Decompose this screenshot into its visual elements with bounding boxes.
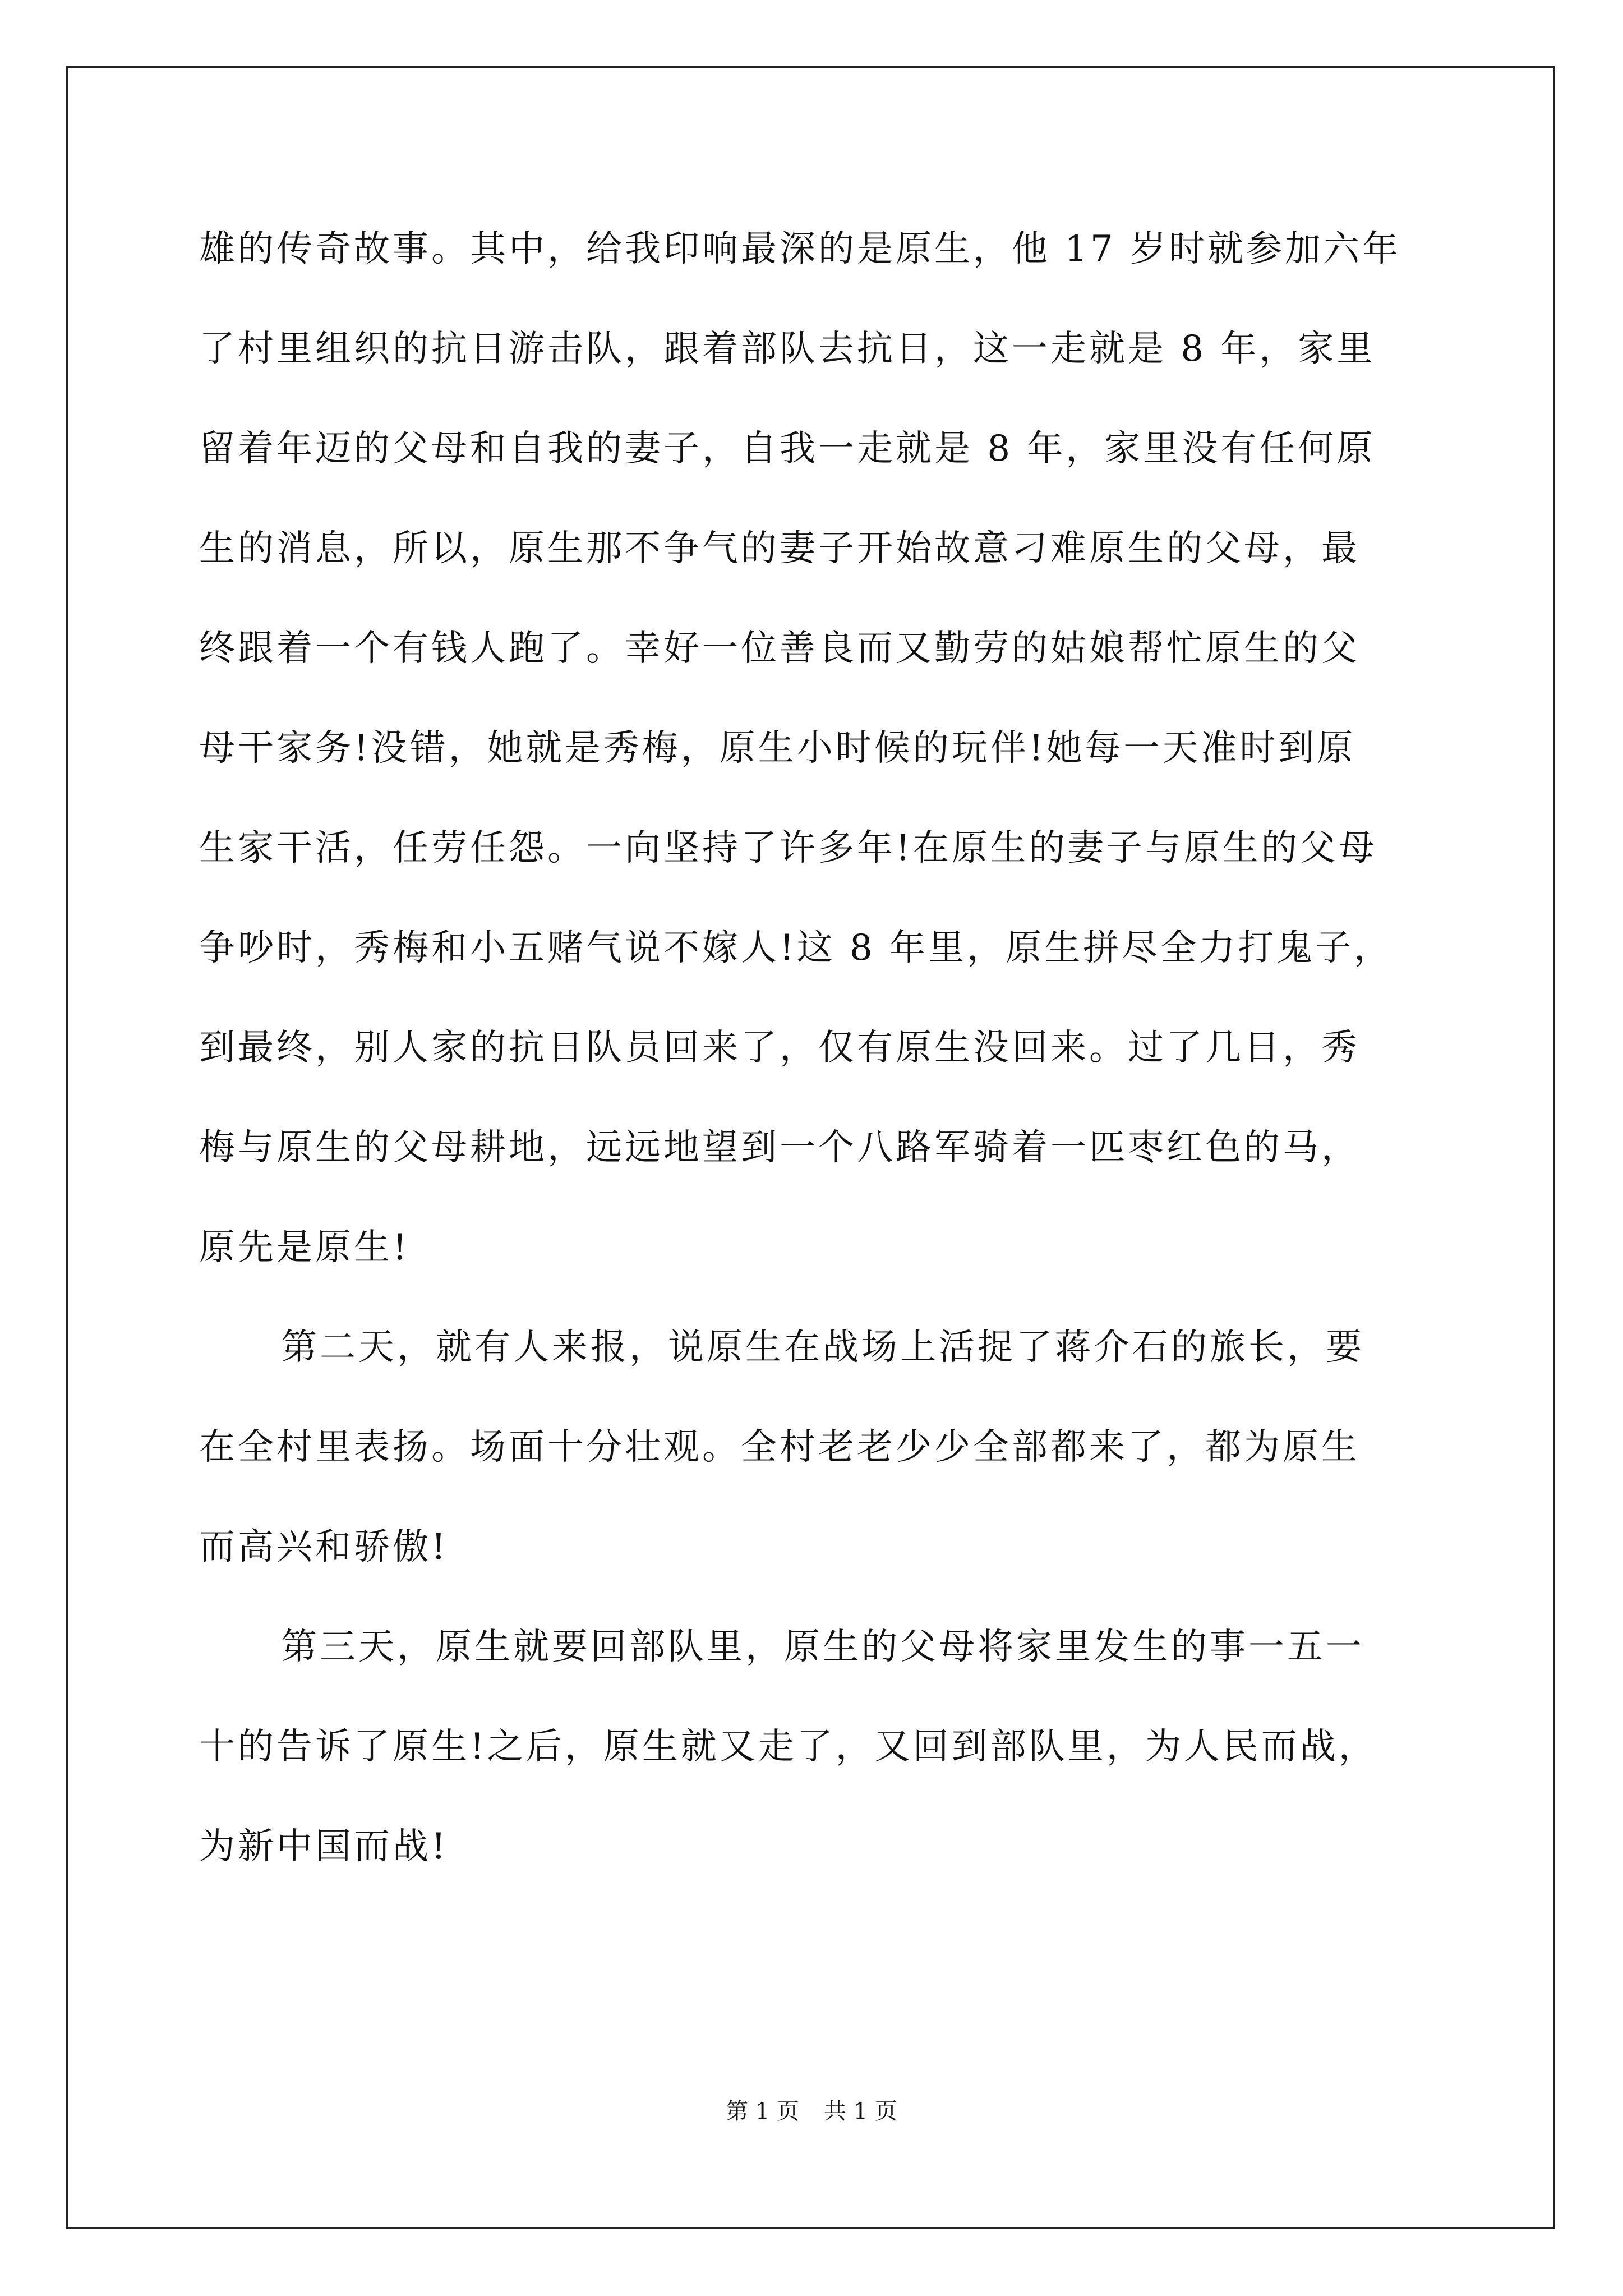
text-line: 梅与原生的父母耕地，远远地望到一个八路军骑着一匹枣红色的马，	[199, 1127, 1360, 1168]
text-line: 了村里组织的抗日游击队，跟着部队去抗日，这一走就是 8 年，家里	[199, 328, 1376, 370]
paragraph-start-line: 第二天，就有人来报，说原生在战场上活捉了蒋介石的旅长，要	[281, 1327, 1364, 1368]
text-line: 争吵时，秀梅和小五赌气说不嫁人!这 8 年里，原生拼尽全力打鬼子，	[199, 927, 1393, 969]
text-line: 到最终，别人家的抗日队员回来了，仅有原生没回来。过了几日，秀	[199, 1027, 1360, 1069]
paragraph-start-line: 第三天，原生就要回部队里，原生的父母将家里发生的事一五一	[281, 1626, 1364, 1668]
text-line: 雄的传奇故事。其中，给我印响最深的是原生，他 17 岁时就参加六年	[199, 228, 1401, 270]
text-line: 十的告诉了原生!之后，原生就又走了，又回到部队里，为人民而战，	[199, 1726, 1377, 1768]
text-line: 母干家务!没错，她就是秀梅，原生小时候的玩伴!她每一天准时到原	[199, 728, 1356, 769]
text-line: 留着年迈的父母和自我的妻子，自我一走就是 8 年，家里没有任何原	[199, 428, 1376, 470]
page-number: 第 1 页	[726, 2099, 799, 2124]
text-line: 生家干活，任劳任怨。一向坚持了许多年!在原生的妻子与原生的父母	[199, 827, 1377, 869]
page-total: 共 1 页	[824, 2099, 897, 2124]
page-footer	[0, 2095, 1623, 2128]
text-line: 原先是原生!	[199, 1227, 410, 1268]
text-line: 为新中国而战!	[199, 1826, 449, 1867]
text-line: 终跟着一个有钱人跑了。幸好一位善良而又勤劳的姑娘帮忙原生的父	[199, 628, 1360, 669]
text-line: 而高兴和骄傲!	[199, 1526, 449, 1568]
text-line: 生的消息，所以，原生那不争气的妻子开始故意刁难原生的父母，最	[199, 528, 1360, 569]
text-line: 在全村里表扬。场面十分壮观。全村老老少少全部都来了，都为原生	[199, 1427, 1360, 1468]
document-body	[199, 199, 1433, 1897]
